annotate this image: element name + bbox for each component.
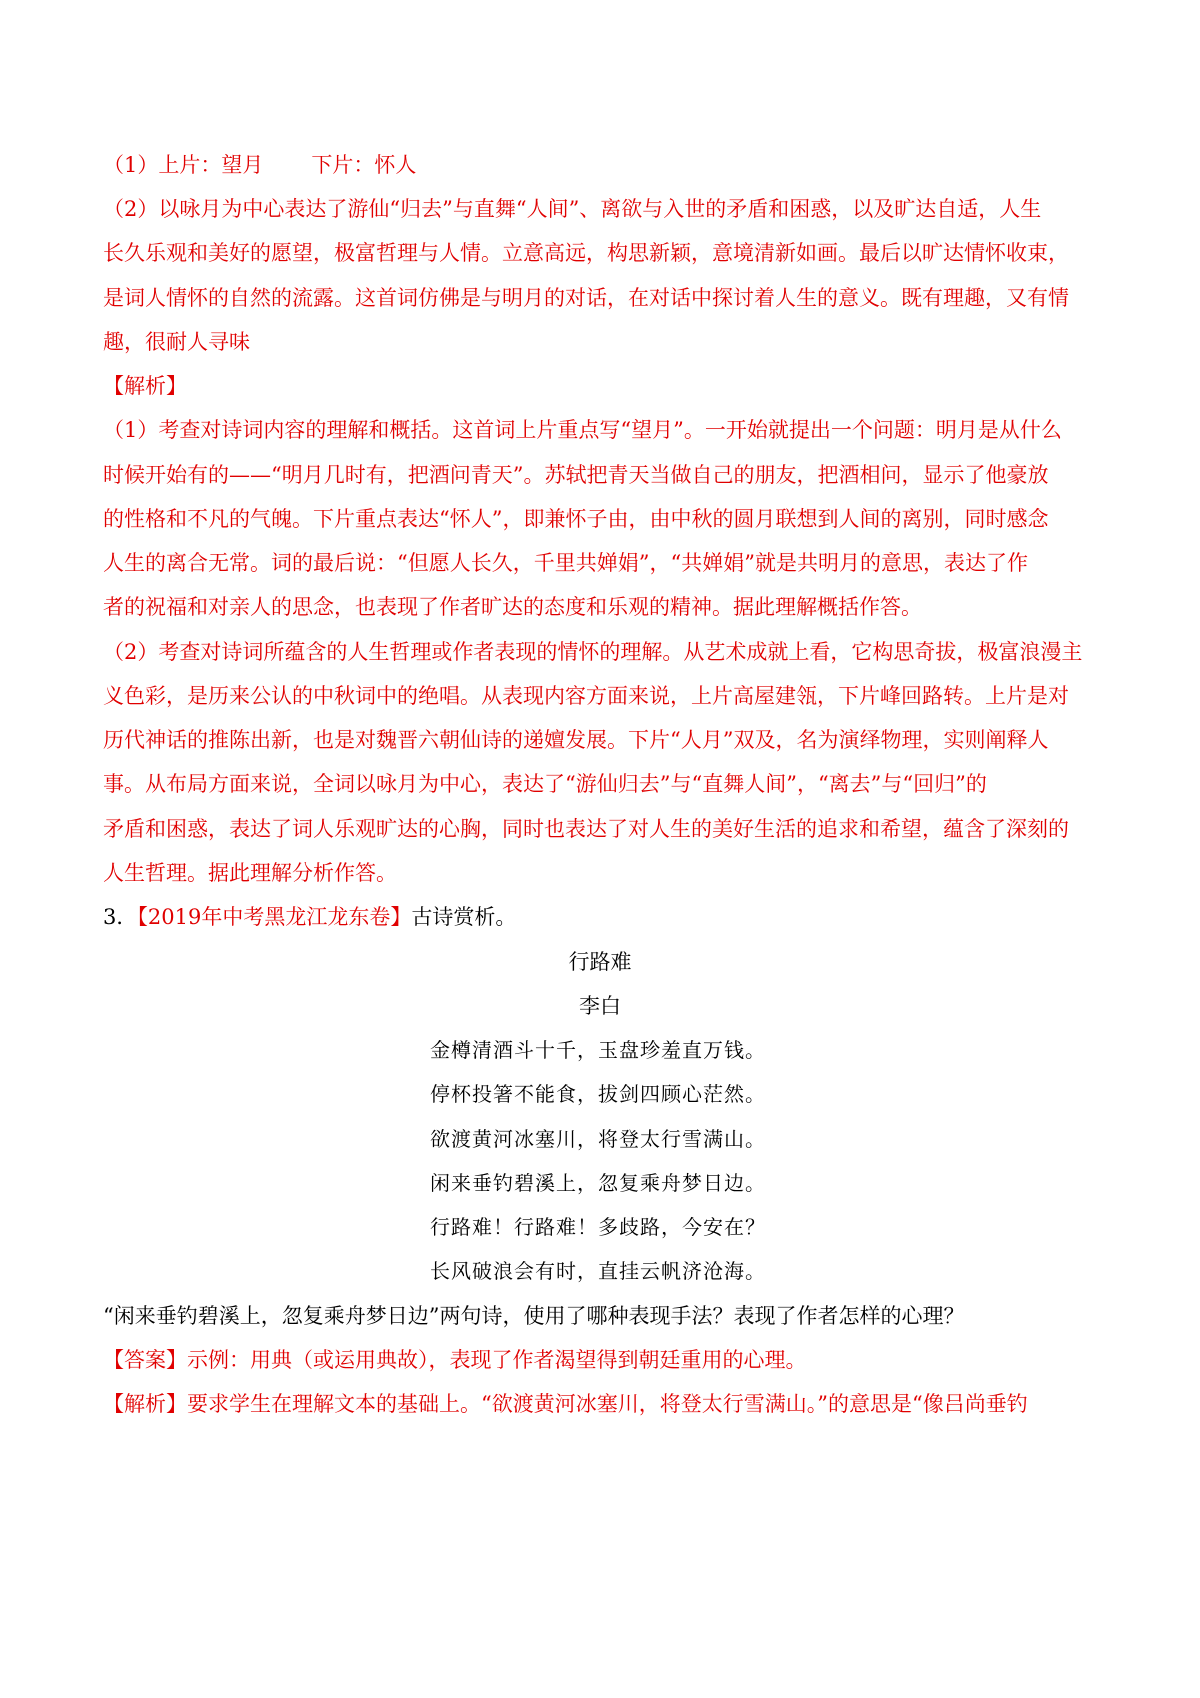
analysis-2-line: 历代神话的推陈出新，也是对魏晋六朝仙诗的递嬗发展。下片“人月”双及，名为演绎物理，实则阐释人 [103, 728, 1049, 752]
poem-line: 欲渡黄河冰塞川，将登太行雪满山。 [430, 1127, 766, 1151]
analysis-label: 【解析】 [103, 374, 187, 398]
analysis-2-line: 事。从布局方面来说，全词以咏月为中心，表达了“游仙归去”与“直舞人间”，“离去”与“回归”的 [103, 772, 987, 796]
answer-3 [103, 1345, 1103, 1375]
analysis-1-line: （1）考查对诗词内容的理解和概括。这首词上片重点写“望月”。一开始就提出一个问题：明月是从什么 [103, 418, 1062, 442]
answer-item-1 [103, 150, 1103, 180]
answer-item-2-line: 是词人情怀的自然的流露。这首词仿佛是与明月的对话，在对话中探讨着人生的意义。既有理趣，又有情 [103, 286, 1069, 310]
question-prompt: 古诗赏析。 [411, 905, 517, 929]
analysis-2-line: 人生哲理。据此理解分析作答。 [103, 861, 397, 885]
poem-line: 停杯投箸不能食，拔剑四顾心茫然。 [430, 1082, 766, 1106]
analysis-3-text: 要求学生在理解文本的基础上。“欲渡黄河冰塞川，将登太行雪满山。”的意思是“像吕尚垂钓 [187, 1392, 1028, 1416]
answer-label: 【答案】 [103, 1348, 187, 1372]
analysis-1-line: 人生的离合无常。词的最后说：“但愿人长久，千里共婵娟”，“共婵娟”就是共明月的意思，表达了作 [103, 551, 1028, 575]
answer-text: 示例：用典（或运用典故），表现了作者渴望得到朝廷重用的心理。 [187, 1348, 807, 1372]
analysis-2-line: 义色彩，是历来公认的中秋词中的绝唱。从表现内容方面来说，上片高屋建瓴，下片峰回路转。上片是对 [103, 684, 1069, 708]
poem-title: 行路难 [568, 950, 632, 974]
analysis-3 [103, 1389, 1103, 1419]
analysis-1-line: 者的祝福和对亲人的思念，也表现了作者旷达的态度和乐观的精神。据此理解概括作答。 [103, 595, 922, 619]
poem-line: 金樽清酒斗十千，玉盘珍羞直万钱。 [430, 1038, 766, 1062]
analysis-1-line: 的性格和不凡的气魄。下片重点表达“怀人”，即兼怀子由，由中秋的圆月联想到人间的离别，同时感念 [103, 507, 1049, 531]
analysis-3-label: 【解析】 [103, 1392, 187, 1416]
answer-item-2-line: 长久乐观和美好的愿望，极富哲理与人情。立意高远，构思新颖，意境清新如画。最后以旷达情怀收束， [103, 241, 1069, 265]
poem-line: 长风破浪会有时，直挂云帆济沧海。 [430, 1259, 766, 1283]
question-source: 【2019年中考黑龙江龙东卷】 [137, 905, 412, 929]
analysis-2-line: 矛盾和困惑，表达了词人乐观旷达的心胸，同时也表达了对人生的美好生活的追求和希望，蕴含了深刻的 [103, 817, 1069, 841]
answer-item-2-line: （2）以咏月为中心表达了游仙“归去”与直舞“人间”、离欲与入世的矛盾和困惑，以及旷达自适，人生 [103, 197, 1042, 221]
analysis-1-line: 时候开始有的——“明月几时有，把酒问青天”。苏轼把青天当做自己的朋友，把酒相问，显示了他豪放 [103, 463, 1049, 487]
question-number: 3． [103, 905, 138, 929]
poem-author: 李白 [579, 994, 621, 1018]
answer-item-1-upper: （1）上片：望月 [103, 153, 264, 177]
poem-line: 行路难！行路难！多歧路，今安在？ [430, 1215, 766, 1239]
question-3-header [103, 902, 1103, 932]
analysis-2-line: （2）考查对诗词所蕴含的人生哲理或作者表现的情怀的理解。从艺术成就上看，它构思奇拔，极富浪漫主 [103, 640, 1083, 664]
answer-item-2-line: 趣，很耐人寻味 [103, 330, 250, 354]
answer-item-1-lower: 下片：怀人 [311, 153, 417, 177]
question-text: “闲来垂钓碧溪上，忽复乘舟梦日边”两句诗，使用了哪种表现手法？表现了作者怎样的心理？ [103, 1304, 965, 1328]
poem-line: 闲来垂钓碧溪上，忽复乘舟梦日边。 [430, 1171, 766, 1195]
